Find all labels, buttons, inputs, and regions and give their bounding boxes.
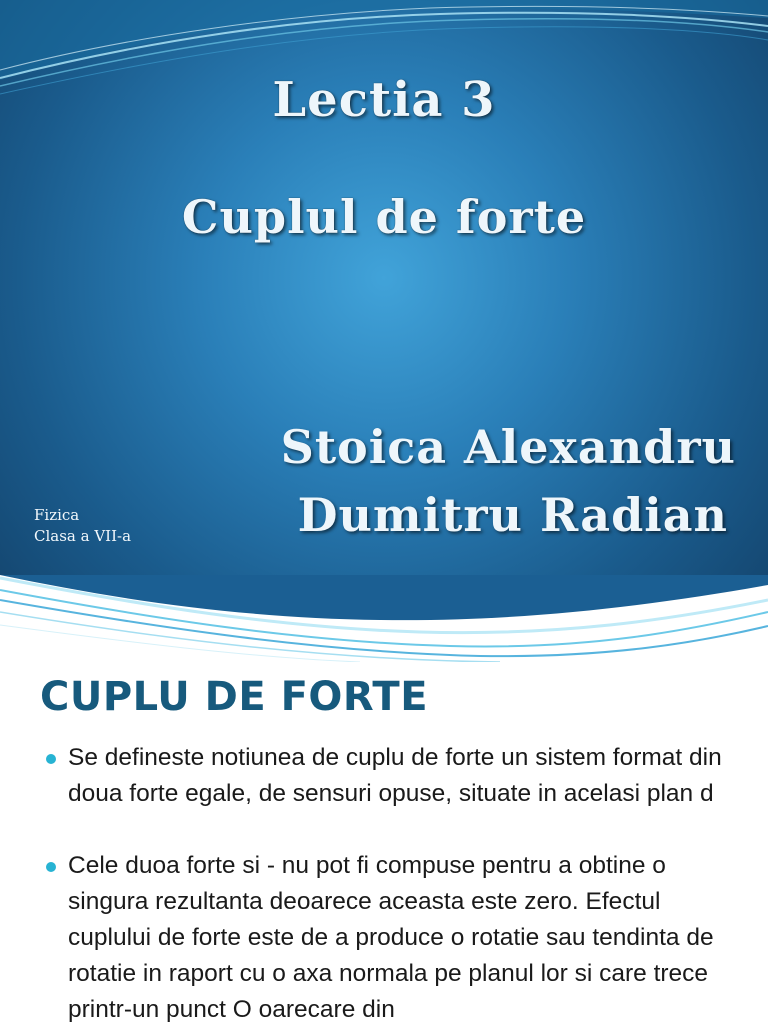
author-name: Dumitru Radian — [297, 488, 728, 542]
slide-heading: CUPLU DE FORTE — [40, 674, 429, 720]
bullet-dot-icon — [46, 862, 56, 872]
content-slide — [0, 662, 768, 1024]
lesson-number: Lectia 3 — [272, 72, 496, 128]
grade-label: Clasa a VII-a — [34, 527, 132, 545]
bullet-text: Se defineste notiunea de cuplu de forte un sistem format din doua forte egale, de sensuri opuse, situate in acelasi plan d — [68, 744, 722, 807]
author-name: Stoica Alexandru — [280, 420, 736, 474]
bullet-item — [68, 740, 728, 812]
lesson-title: Cuplul de forte — [181, 190, 587, 244]
subject-label: Fizica — [34, 506, 80, 524]
bullet-item — [68, 848, 728, 1024]
bullet-text: Cele duoa forte si - nu pot fi compuse pentru a obtine o singura rezultanta deoarece aceasta este zero. Efectul cuplului de forte este de a produce o rotatie sau tendinta de rotatie in raport cu o axa normala pe planul lor si care trece printr-un punct O oarecare din — [68, 852, 714, 1023]
bullet-dot-icon — [46, 754, 56, 764]
